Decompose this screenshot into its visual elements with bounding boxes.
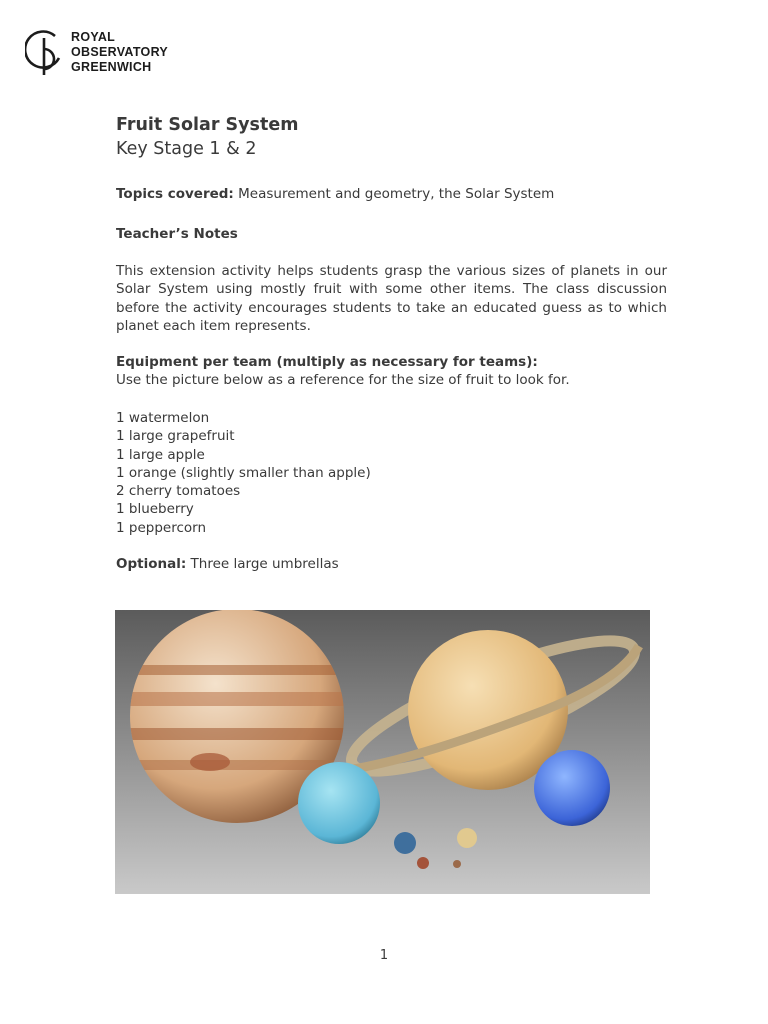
equipment-heading: Equipment per team (multiply as necessary for teams): xyxy=(116,354,538,370)
equipment-list xyxy=(116,409,371,537)
list-item: 1 orange (slightly smaller than apple) xyxy=(116,464,371,481)
teachers-notes-heading: Teacher’s Notes xyxy=(116,226,238,242)
neptune xyxy=(534,750,610,826)
optional-equipment xyxy=(116,555,339,573)
document-body xyxy=(116,113,667,572)
optional-text: Three large umbrellas xyxy=(186,556,339,572)
uranus xyxy=(298,762,380,844)
mars xyxy=(417,857,429,869)
venus xyxy=(457,828,477,848)
logo-wordmark xyxy=(71,30,168,75)
teachers-notes-text: This extension activity helps students grasp the various sizes of planets in our Solar System using mostly fruit with some other items. The class discussion before the activity encourages students to take an educated guess as to which planet each item represents. xyxy=(116,263,667,334)
equipment-section xyxy=(116,353,667,390)
document-subtitle: Key Stage 1 & 2 xyxy=(116,139,257,159)
jupiter-red-spot xyxy=(190,753,230,771)
optional-label: Optional: xyxy=(116,556,187,572)
list-item: 1 large grapefruit xyxy=(116,428,235,445)
list-item: 1 peppercorn xyxy=(116,519,207,536)
planets-size-comparison-image xyxy=(115,610,650,894)
document-title: Fruit Solar System xyxy=(116,115,299,135)
topics-text: Measurement and geometry, the Solar System xyxy=(233,186,555,202)
list-item: 1 blueberry xyxy=(116,501,194,518)
list-item: 2 cherry tomatoes xyxy=(116,483,241,500)
logo-line-1: ROYAL xyxy=(71,29,116,44)
mercury xyxy=(453,860,461,868)
topics-label: Topics covered: xyxy=(116,186,234,202)
logo-line-3: GREENWICH xyxy=(71,59,152,74)
jupiter-band xyxy=(115,665,355,675)
equipment-text: Use the picture below as a reference for the size of fruit to look for. xyxy=(116,372,570,389)
list-item: 1 watermelon xyxy=(116,410,210,426)
earth xyxy=(394,832,416,854)
page-number: 1 xyxy=(379,948,389,963)
topics-covered xyxy=(116,185,667,203)
jupiter-band xyxy=(115,728,355,740)
observatory-logo-icon xyxy=(25,28,67,76)
jupiter-band xyxy=(115,692,355,706)
logo-line-2: OBSERVATORY xyxy=(71,44,169,59)
royal-observatory-logo xyxy=(25,28,168,76)
list-item: 1 large apple xyxy=(116,446,205,463)
